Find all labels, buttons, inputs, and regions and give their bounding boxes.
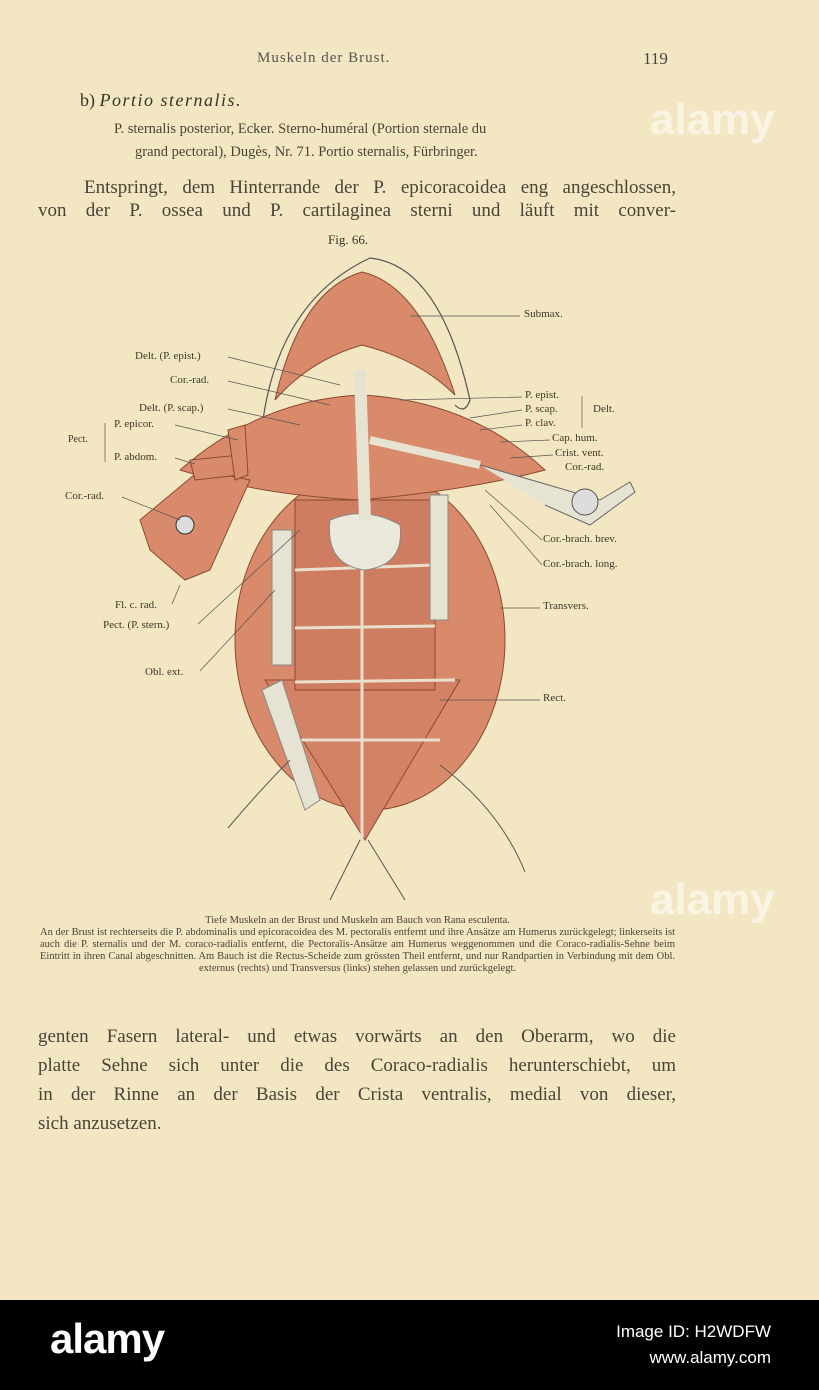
image-id: Image ID: H2WDFW xyxy=(616,1322,771,1341)
humeral-head xyxy=(572,489,598,515)
label-cor-brach-brev: Cor.-brach. brev. xyxy=(543,533,617,545)
label-p-epist: P. epist. xyxy=(525,389,559,401)
label-p-epicor: P. epicor. xyxy=(114,418,155,430)
label-cap-hum: Cap. hum. xyxy=(552,432,598,444)
label-p-abdom: P. abdom. xyxy=(114,451,158,463)
label-delt-epist: Delt. (P. epist.) xyxy=(135,350,201,362)
page-number: 119 xyxy=(643,49,668,68)
body-paragraph-line: von der P. ossea und P. cartilaginea sterni und läuft mit conver- xyxy=(38,200,676,221)
label-cor-rad-right: Cor.-rad. xyxy=(565,461,605,473)
label-cor-brach-long: Cor.-brach. long. xyxy=(543,558,618,570)
running-title: Muskeln der Brust. xyxy=(257,50,391,66)
alamy-logo: alamy xyxy=(50,1315,165,1362)
caption-text: An der Brust ist rechterseits die P. abdominalis und epicoracoidea des M. pectoralis entfernt und ihre Ansätze am Humerus zurückgelegt; linkerseits ist auch die P. sternalis und der M. coraco-radialis entfernt, die Pectoralis-Ansätze am Humerus weggenommen und die Coraco-radialis-Sehne beim Eintritt in ihren Canal abgeschnitten. Am Bauch ist die Rectus-Scheide zum grössten Theil entfernt, und nur Randpartien in Verbindung mit dem Obl. externus (rechts) und Transversus (links) stehen gelassen und zurückgelegt. xyxy=(40,927,675,974)
label-pect-stern: Pect. (P. stern.) xyxy=(103,619,170,631)
section-label: b) xyxy=(80,90,95,110)
humerus-left xyxy=(176,516,194,534)
label-transvers: Transvers. xyxy=(543,600,589,612)
label-delt: Delt. xyxy=(593,403,615,415)
label-cor-rad-left: Cor.-rad. xyxy=(65,490,105,502)
body-paragraph-line: genten Fasern lateral- und etwas vorwärts an den Oberarm, wo die xyxy=(38,1026,676,1047)
arm-left-muscles xyxy=(140,470,250,580)
synonym-line: P. sternalis posterior, Ecker. Sterno-huméral (Portion sternale du xyxy=(114,121,487,137)
section-heading xyxy=(80,90,242,111)
frog-muscle-illustration xyxy=(0,250,819,910)
watermark-logo: alamy xyxy=(650,95,775,144)
watermark-logo: alamy xyxy=(650,875,775,924)
body-paragraph-line: platte Sehne sich unter die des Coraco-radialis herunterschiebt, um xyxy=(38,1055,676,1076)
label-p-clav: P. clav. xyxy=(525,417,556,429)
humerus-right xyxy=(480,465,635,525)
label-rect: Rect. xyxy=(543,692,566,704)
label-pect: Pect. xyxy=(68,434,88,445)
body-paragraph-line: in der Rinne an der Basis der Crista ventralis, medial von dieser, xyxy=(38,1084,676,1105)
label-obl-ext: Obl. ext. xyxy=(145,666,184,678)
site-url: www.alamy.com xyxy=(649,1348,771,1367)
stock-footer xyxy=(0,1300,819,1390)
figure-number: Fig. 66. xyxy=(328,232,369,247)
caption-title: Tiefe Muskeln an der Brust und Muskeln am Bauch von Rana esculenta. xyxy=(205,915,510,926)
label-cor-rad: Cor.-rad. xyxy=(170,374,210,386)
body-paragraph-line: sich anzusetzen. xyxy=(38,1113,162,1134)
transversus-flap-left xyxy=(272,530,292,665)
section-title: Portio sternalis. xyxy=(99,90,243,110)
label-submax: Submax. xyxy=(524,308,563,320)
synonym-line: grand pectoral), Dugès, Nr. 71. Portio sternalis, Fürbringer. xyxy=(135,144,478,160)
label-crist-vent: Crist. vent. xyxy=(555,447,604,459)
label-p-scap: P. scap. xyxy=(525,403,558,415)
label-fl-c-rad: Fl. c. rad. xyxy=(115,599,157,611)
figure-caption xyxy=(40,915,675,975)
transversus-flap-right xyxy=(430,495,448,620)
body-paragraph-line: Entspringt, dem Hinterrande der P. epicoracoidea eng angeschlossen, xyxy=(84,177,676,198)
sternum-bone xyxy=(360,370,365,520)
label-delt-scap: Delt. (P. scap.) xyxy=(139,402,204,414)
